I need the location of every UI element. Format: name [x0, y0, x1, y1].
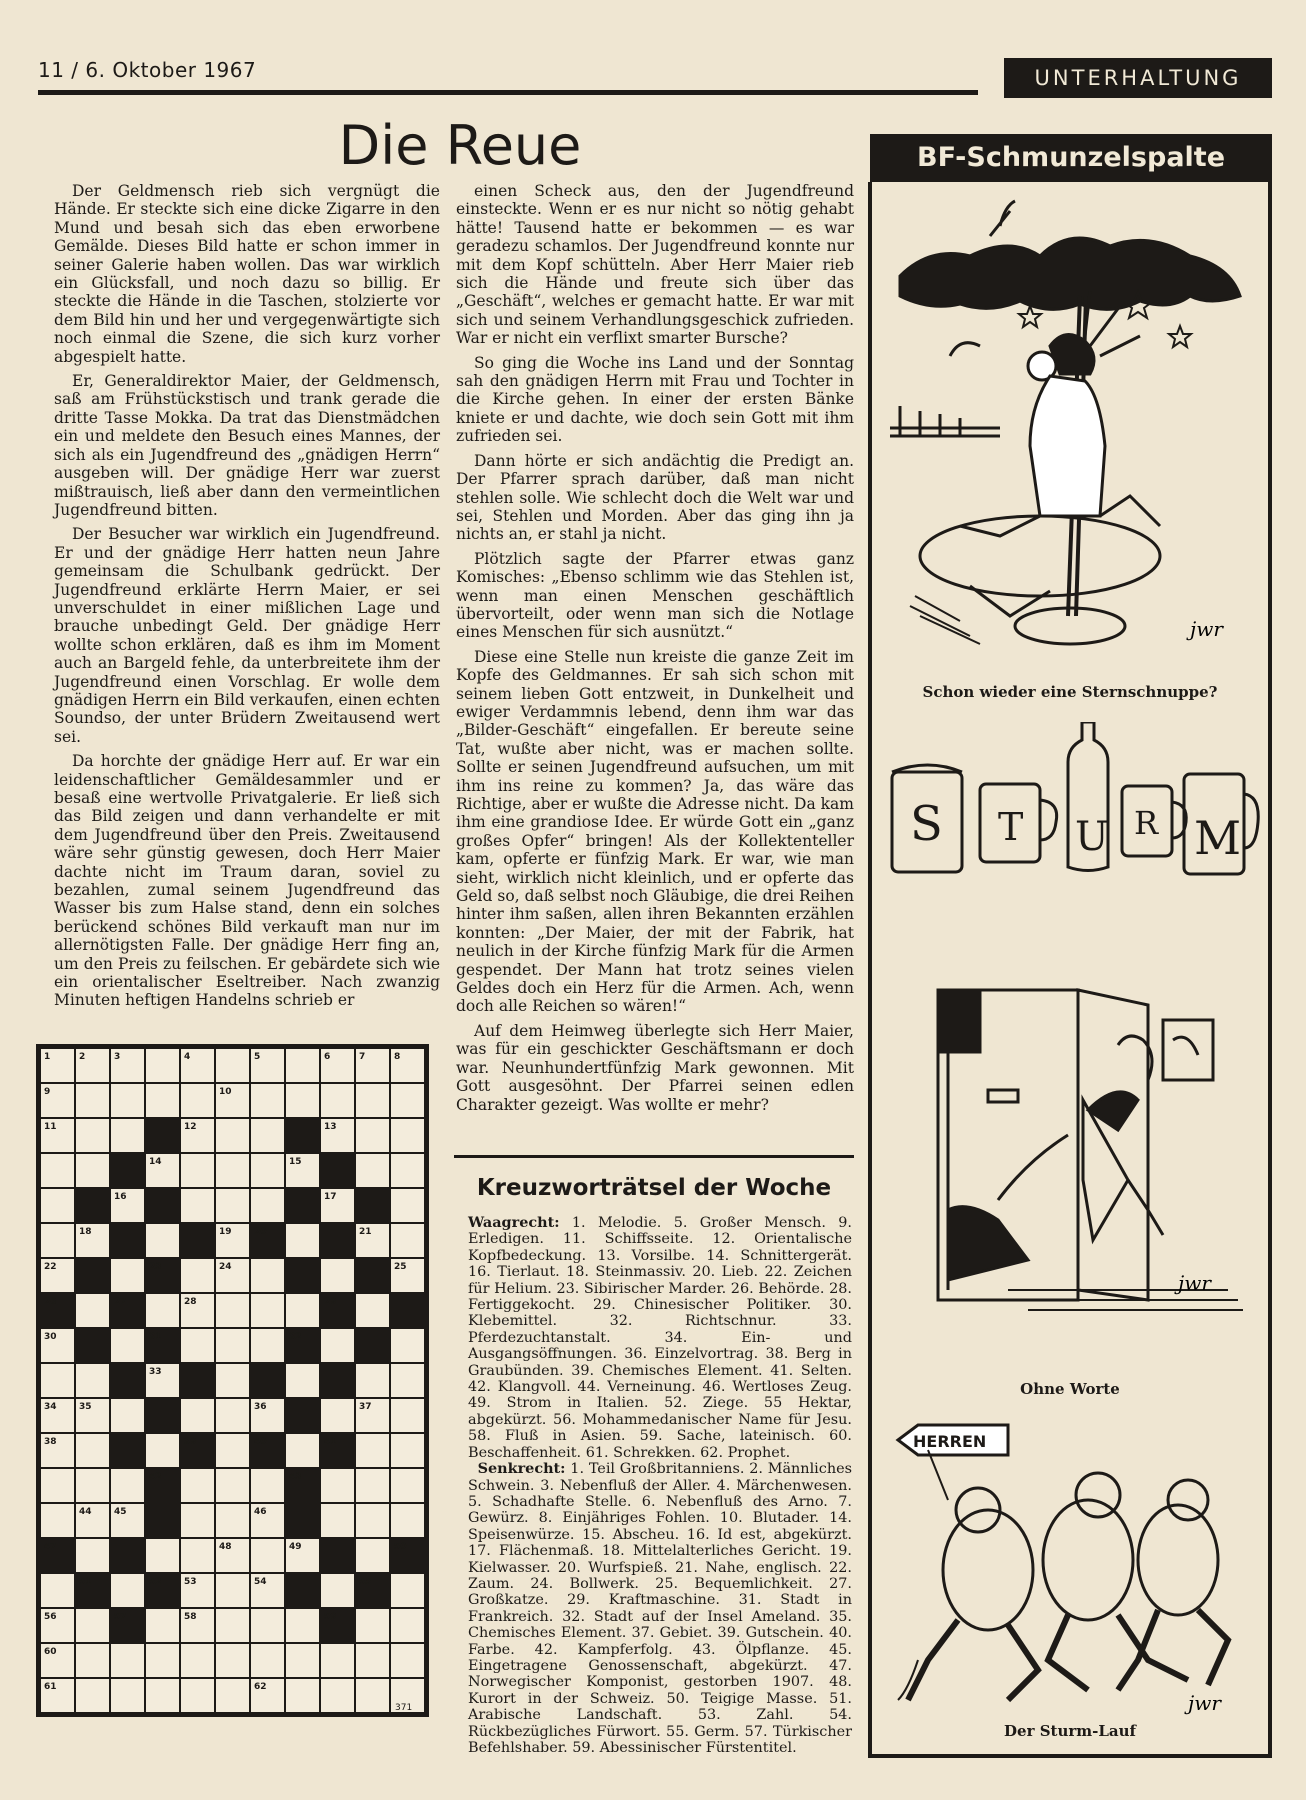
grid-cell[interactable] — [321, 1504, 354, 1537]
clues-down — [468, 1461, 852, 1756]
grid-clue-number: 28 — [184, 1297, 197, 1307]
grid-block-cell — [146, 1504, 179, 1537]
crossword-grid-svg — [36, 1044, 436, 1764]
grid-cell[interactable] — [76, 1119, 109, 1152]
grid-clue-number: 60 — [44, 1647, 57, 1657]
grid-block-cell — [286, 1189, 319, 1222]
grid-clue-number: 50 — [394, 1542, 407, 1552]
grid-cell[interactable] — [286, 1049, 319, 1082]
grid-cell[interactable] — [181, 1329, 214, 1362]
grid-clue-number: 10 — [219, 1087, 232, 1097]
grid-cell[interactable] — [251, 1329, 284, 1362]
grid-cell[interactable] — [216, 1329, 249, 1362]
grid-cell[interactable] — [216, 1609, 249, 1642]
grid-cell[interactable] — [41, 1504, 74, 1537]
print-code: 371 — [395, 1703, 413, 1713]
grid-cell[interactable] — [391, 1399, 424, 1432]
grid-cell[interactable] — [251, 1469, 284, 1502]
crossword-clues — [468, 1215, 852, 1756]
grid-block-cell — [286, 1504, 319, 1537]
grid-block-cell — [391, 1294, 424, 1327]
grid-clue-number: 62 — [254, 1682, 267, 1692]
grid-cell[interactable] — [146, 1434, 179, 1467]
across-clues: 1. Melodie. 5. Großer Mensch. 9. Erledigen. 11. Schiffsseite. 12. Orientalische Kopfbedeckung. 13. Vorsilbe. 14. Schnittergerät. 16. Tierlaut. 18. Steinmassiv. 20. Lieb. 22. Zeichen für Helium. 23. Sibirischer Marder. 26. Behörde. 28. Fertiggekocht. 29. Chinesischer Politiker. 30. Klebemittel. 32. Richtschnur. 33. Pferdezuchtanstalt. 34. Ein- und Ausgangsöffnungen. 36. Einzelvortrag. 38. Berg in Graubünden. 39. Chemisches Element. 41. Selten. 42. Klangvoll. 44. Verneinung. 46. Wertloses Zeug. 49. Strom in Italien. 52. Ziege. 55 Hektar, abgekürzt. 56. Mohammedanischer Name für Jesu. 58. Fluß in Asien. 59. Sache, lateinisch. 60. Beschaffenheit. 61. Schrekken. 62. Prophet. — [468, 1215, 853, 1461]
grid-cell[interactable] — [216, 1504, 249, 1537]
grid-cell[interactable] — [356, 1294, 389, 1327]
grid-block-cell — [76, 1189, 109, 1222]
grid-cell[interactable] — [356, 1154, 389, 1187]
grid-block-cell — [76, 1259, 109, 1292]
grid-cell[interactable] — [251, 1294, 284, 1327]
grid-clue-number: 30 — [44, 1332, 57, 1342]
grid-cell[interactable] — [181, 1259, 214, 1292]
paragraph: So ging die Woche ins Land und der Sonntag sah den gnädigen Herrn mit Frau und Tochter in die Kirche gehen. In einer der ersten Bänke kniete er und dachte, wie doch sein Gott mit ihm zufrieden sei. — [456, 353, 854, 446]
grid-cell[interactable] — [391, 1434, 424, 1467]
grid-cell[interactable] — [251, 1154, 284, 1187]
grid-block-cell — [111, 1364, 144, 1397]
grid-cell[interactable] — [321, 1399, 354, 1432]
clues-across — [468, 1215, 852, 1461]
grid-block-cell — [111, 1224, 144, 1257]
mug-letter: U — [1075, 814, 1109, 860]
grid-clue-number: 55 — [359, 1577, 372, 1587]
paragraph: Diese eine Stelle nun kreiste die ganze Zeit im Kopfe des Geldmannes. Er sah sich schon mit seinem lieben Gott entzweit, in Dunkelheit und ewiger Verdammnis lebend, denn ihm war das „Bilder-Geschäft“ eingefallen. Er bereute seine Tat, wußte aber nicht, was er machen sollte. Sollte er seinen Jugendfreund aufsuchen, um mit ihm ins reine zu kommen? Ja, das wäre das Richtige, aber er wußte die Adresse nicht. Da kam ihm eine grandiose Idee. Er würde Gott ein „ganz großes Opfer“ bringen! Als der Kollektenteller kam, opferte er fünfzig Mark. Er war, wie man sieht, wirklich nicht kleinlich, und er opferte das Geld so, daß selbst noch Gläubige, die drei Reihen hinter ihm saßen, allen ihren Bekannten erzählen konnten: „Der Maier, der mit der Fabrik, hat neulich in der Kirche fünfzig Mark für die Armen gespendet. Der Mann hat trotz seines vielen Geldes doch ein Herz für die Armen. Ach, wenn doch alle Reichen so wären!“ — [456, 647, 854, 1016]
down-clues: 1. Teil Großbritanniens. 2. Männliches Schwein. 3. Nebenfluß der Aller. 4. Märchenwesen. 5. Schadhafte Stelle. 6. Nebenfluß des Arno. 7. Gewürz. 8. Einjähriges Fohlen. 10. Blutader. 14. Speisenwürze. 15. Abscheu. 16. Id est, abgekürzt. 17. Flächenmaß. 18. Mittelalterliches Gericht. 19. Kielwasser. 20. Wurfspieß. 21. Nahe, englisch. 22. Zaum. 24. Bollwerk. 25. Bequemlichkeit. 27. Großkatze. 29. Kraftmaschine. 31. Stadt in Frankreich. 32. Stadt auf der Insel Ameland. 35. Chemisches Element. 37. Gebiet. 39. Gutschein. 40. Farbe. 42. Kampferfolg. 43. Ölpflanze. 45. Eingetragene Genossenschaft, abgekürzt. 47. Norwegischer Komponist, gestorben 1907. 48. Kurort in der Schweiz. 50. Teigige Masse. 51. Arabische Landschaft. 53. Zahl. 54. Rückbezügliches Fürwort. 55. Germ. 57. Türkischer Befehlshaber. 59. Abessinischer Fürstentitel. — [468, 1461, 852, 1756]
grid-cell[interactable] — [181, 1189, 214, 1222]
grid-block-cell — [321, 1539, 354, 1572]
grid-cell[interactable] — [321, 1329, 354, 1362]
grid-clue-number: 57 — [114, 1612, 127, 1622]
sidebar-title: BF-Schmunzelspalte — [870, 134, 1272, 182]
grid-clue-number: 38 — [44, 1437, 57, 1447]
cartoon-tree-man-illustration — [890, 196, 1250, 656]
grid-cell[interactable] — [391, 1224, 424, 1257]
grid-cell[interactable] — [391, 1609, 424, 1642]
grid-cell[interactable] — [286, 1434, 319, 1467]
grid-clue-number: 52 — [149, 1577, 162, 1587]
grid-clue-number: 2 — [79, 1052, 86, 1062]
grid-cell[interactable] — [286, 1644, 319, 1677]
grid-clue-number: 15 — [289, 1157, 302, 1167]
grid-cell[interactable] — [146, 1049, 179, 1082]
grid-cell[interactable] — [251, 1259, 284, 1292]
grid-cell[interactable] — [356, 1644, 389, 1677]
grid-clue-number: 29 — [324, 1297, 337, 1307]
grid-clue-number: 53 — [184, 1577, 197, 1587]
grid-cell[interactable] — [76, 1679, 109, 1712]
grid-cell[interactable] — [251, 1609, 284, 1642]
grid-cell[interactable] — [181, 1469, 214, 1502]
grid-cell[interactable] — [286, 1084, 319, 1117]
grid-clue-number: 21 — [359, 1227, 372, 1237]
grid-cell[interactable] — [181, 1399, 214, 1432]
grid-block-cell — [321, 1224, 354, 1257]
grid-block-cell — [181, 1364, 214, 1397]
grid-cell[interactable] — [181, 1679, 214, 1712]
grid-cell[interactable] — [111, 1329, 144, 1362]
grid-block-cell — [146, 1119, 179, 1152]
grid-clue-number: 42 — [149, 1472, 162, 1482]
article-column-2 — [456, 182, 854, 1120]
grid-cell[interactable] — [216, 1049, 249, 1082]
grid-block-cell — [286, 1119, 319, 1152]
grid-clue-number: 17 — [324, 1192, 337, 1202]
grid-cell[interactable] — [111, 1644, 144, 1677]
grid-cell[interactable] — [76, 1434, 109, 1467]
grid-cell[interactable] — [356, 1679, 389, 1712]
grid-cell[interactable] — [321, 1574, 354, 1607]
mug-letter: S — [910, 796, 943, 852]
cartoon-shooting-star — [890, 196, 1250, 656]
grid-clue-number: 47 — [44, 1542, 57, 1552]
grid-cell[interactable] — [321, 1469, 354, 1502]
grid-cell[interactable] — [321, 1644, 354, 1677]
grid-cell[interactable] — [391, 1364, 424, 1397]
paragraph: einen Scheck aus, den der Jugendfreund einsteckte. Wenn er es nur nicht so nötig gehabt hätte! Tausend hatte er bekommen — es war geradezu schamlos. Der Jugendfreund konnte nur mit dem Kopf schütteln. Aber Herr Maier rieb sich die Hände und freute sich über das „Geschäft“, welches er gemacht hatte. Er war mit sich und seinem Verhandlungsgeschick zufrieden. War er nicht ein verflixt smarter Bursche? — [456, 182, 854, 348]
cartoon-caption: Ohne Worte — [1020, 1380, 1120, 1398]
grid-block-cell — [321, 1154, 354, 1187]
grid-cell[interactable] — [111, 1084, 144, 1117]
grid-cell[interactable] — [146, 1644, 179, 1677]
grid-cell[interactable] — [216, 1119, 249, 1152]
grid-cell[interactable] — [216, 1679, 249, 1712]
grid-cell[interactable] — [146, 1084, 179, 1117]
grid-clue-number: 40 — [254, 1437, 267, 1447]
mugs-illustration — [888, 722, 1260, 882]
grid-cell[interactable] — [216, 1154, 249, 1187]
grid-cell[interactable] — [286, 1679, 319, 1712]
grid-cell[interactable] — [41, 1224, 74, 1257]
grid-cell[interactable] — [216, 1644, 249, 1677]
grid-cell[interactable] — [391, 1504, 424, 1537]
paragraph: Plötzlich sagte der Pfarrer etwas ganz Komisches: „Ebenso schlimm wie das Stehlen ist, wenn man einen Menschen geschäftlich übervorteilt, oder wenn man sich die Notlage eines Menschen für sich ausnützt.“ — [456, 549, 854, 642]
grid-clue-number: 59 — [324, 1612, 337, 1622]
crossword-grid — [36, 1044, 436, 1764]
cartoon-caption: Schon wieder eine Sternschnuppe? — [922, 683, 1218, 701]
grid-cell[interactable] — [216, 1189, 249, 1222]
header-rule — [38, 90, 978, 95]
grid-clue-number: 23 — [149, 1262, 162, 1272]
grid-clue-number: 22 — [44, 1262, 57, 1272]
grid-clue-number: 31 — [149, 1332, 162, 1342]
grid-clue-number: 43 — [289, 1472, 302, 1482]
grid-cell[interactable] — [391, 1469, 424, 1502]
grid-cell[interactable] — [356, 1084, 389, 1117]
crossword-rule — [454, 1155, 854, 1158]
grid-clue-number: 36 — [254, 1402, 267, 1412]
grid-cell[interactable] — [181, 1154, 214, 1187]
grid-cell[interactable] — [146, 1609, 179, 1642]
grid-cell[interactable] — [216, 1294, 249, 1327]
paragraph: Dann hörte er sich andächtig die Predigt an. Der Pfarrer sprach darüber, daß man nicht stehlen solle. Wie schlecht doch die Welt war und sei, Stehlen und Morden. Aber das ging ihn ja nichts an, er stahl ja nicht. — [456, 451, 854, 544]
grid-clue-number: 20 — [254, 1227, 267, 1237]
grid-clue-number: 18 — [79, 1227, 92, 1237]
grid-clue-number: 58 — [184, 1612, 197, 1622]
grid-cell[interactable] — [111, 1399, 144, 1432]
grid-cell[interactable] — [76, 1294, 109, 1327]
grid-block-cell — [321, 1364, 354, 1397]
paragraph: Er, Generaldirektor Maier, der Geldmensch, saß am Frühstückstisch und trank gerade die dritte Tasse Mokka. Da trat das Dienstmädchen ein und meldete den Besuch eines Mannes, der sich als ein Jugendfreund des „gnädigen Herrn“ ausgeben will. Der gnädige Herr war zuerst mißtrauisch, ließ aber dann den vermeintlichen Jugendfreund bitten. — [54, 372, 440, 519]
grid-cell[interactable] — [251, 1644, 284, 1677]
grid-cell[interactable] — [76, 1364, 109, 1397]
grid-cell[interactable] — [111, 1469, 144, 1502]
grid-clue-number: 8 — [394, 1052, 401, 1062]
grid-cell[interactable] — [76, 1609, 109, 1642]
grid-clue-number: 5 — [254, 1052, 261, 1062]
grid-block-cell — [356, 1259, 389, 1292]
grid-cell[interactable] — [356, 1469, 389, 1502]
grid-clue-number: 51 — [79, 1577, 92, 1587]
grid-block-cell — [356, 1329, 389, 1362]
grid-clue-number: 32 — [289, 1332, 302, 1342]
grid-cell[interactable] — [251, 1189, 284, 1222]
cartoon-signature: jwr — [1178, 1271, 1211, 1295]
grid-cell[interactable] — [216, 1364, 249, 1397]
grid-cell[interactable] — [391, 1189, 424, 1222]
grid-cell[interactable] — [391, 1329, 424, 1362]
grid-cell[interactable] — [76, 1469, 109, 1502]
grid-cell[interactable] — [356, 1364, 389, 1397]
grid-clue-number: 25 — [394, 1262, 407, 1272]
grid-cell[interactable] — [216, 1434, 249, 1467]
grid-cell[interactable] — [251, 1119, 284, 1152]
grid-cell[interactable] — [286, 1364, 319, 1397]
grid-cell[interactable] — [146, 1294, 179, 1327]
grid-block-cell — [111, 1154, 144, 1187]
grid-clue-number: 16 — [114, 1192, 127, 1202]
grid-block-cell — [76, 1329, 109, 1362]
grid-clue-number: 45 — [114, 1507, 127, 1517]
grid-clue-number: 41 — [324, 1437, 337, 1447]
grid-cell[interactable] — [216, 1399, 249, 1432]
grid-cell[interactable] — [321, 1084, 354, 1117]
grid-cell[interactable] — [251, 1539, 284, 1572]
grid-block-cell — [286, 1574, 319, 1607]
grid-clue-number: 33 — [149, 1367, 162, 1377]
grid-clue-number: 61 — [44, 1682, 57, 1692]
grid-cell[interactable] — [286, 1224, 319, 1257]
grid-cell[interactable] — [181, 1504, 214, 1537]
grid-cell[interactable] — [356, 1609, 389, 1642]
grid-clue-number: 6 — [324, 1052, 331, 1062]
grid-clue-number: 56 — [44, 1612, 57, 1622]
grid-block-cell — [251, 1364, 284, 1397]
grid-cell[interactable] — [41, 1189, 74, 1222]
grid-cell[interactable] — [391, 1084, 424, 1117]
cartoon-door — [888, 960, 1248, 1320]
grid-cell[interactable] — [321, 1259, 354, 1292]
section-label: UNTERHALTUNG — [1004, 58, 1272, 98]
grid-cell[interactable] — [356, 1119, 389, 1152]
grid-clue-number: 34 — [44, 1402, 57, 1412]
grid-cell[interactable] — [391, 1644, 424, 1677]
grid-clue-number: 1 — [44, 1052, 51, 1062]
mug-letter: R — [1134, 804, 1159, 842]
grid-clue-number: 27 — [114, 1297, 127, 1307]
sign-herren: HERREN — [913, 1432, 987, 1451]
grid-cell[interactable] — [181, 1084, 214, 1117]
down-label: Senkrecht: — [477, 1460, 566, 1478]
grid-cell[interactable] — [181, 1539, 214, 1572]
grid-cell[interactable] — [111, 1259, 144, 1292]
grid-block-cell — [111, 1434, 144, 1467]
grid-cell[interactable] — [356, 1504, 389, 1537]
mug-letter: T — [998, 805, 1024, 849]
article-title: Die Reue — [338, 114, 582, 177]
cartoon-signature: jwr — [1188, 1691, 1221, 1715]
grid-clue-number: 44 — [79, 1507, 92, 1517]
grid-cell[interactable] — [76, 1154, 109, 1187]
grid-cell[interactable] — [391, 1574, 424, 1607]
grid-cell[interactable] — [321, 1679, 354, 1712]
grid-cell[interactable] — [356, 1539, 389, 1572]
mug-letter: M — [1194, 811, 1242, 865]
grid-clue-number: 12 — [184, 1122, 197, 1132]
grid-clue-number: 3 — [114, 1052, 121, 1062]
grid-cell[interactable] — [146, 1679, 179, 1712]
grid-cell[interactable] — [216, 1469, 249, 1502]
cartoon-signature: jwr — [1190, 617, 1223, 641]
grid-clue-number: 9 — [44, 1087, 51, 1097]
cartoon-sturm-mugs — [888, 722, 1260, 882]
paragraph: Der Besucher war wirklich ein Jugendfreund. Er und der gnädige Herr hatten neun Jahre gemeinsam die Schulbank gedrückt. Der Jugendfreund erklärte Herrn Maier, er sei unverschuldet in einer mißlichen Lage und brauche unbedingt Geld. Der gnädige Herr wollte schon erklären, daß es ihm im Moment auch an Bargeld fehle, da unterbreitete ihm der Jugendfreund einen Vorschlag. Er wolle dem gnädigen Herrn ein Bild verkaufen, einen echten Soundso, der unter Brüdern Zweitausend wert sei. — [54, 525, 440, 746]
grid-block-cell — [286, 1399, 319, 1432]
grid-clue-number: 19 — [219, 1227, 232, 1237]
cartoon-sturm-lauf — [888, 1420, 1250, 1720]
grid-block-cell — [356, 1189, 389, 1222]
grid-block-cell — [286, 1259, 319, 1292]
grid-clue-number: 14 — [149, 1157, 162, 1167]
grid-cell[interactable] — [286, 1294, 319, 1327]
grid-clue-number: 35 — [79, 1402, 92, 1412]
grid-clue-number: 49 — [289, 1542, 302, 1552]
article-column-1 — [54, 182, 440, 1016]
across-label: Waagrecht: — [468, 1214, 560, 1231]
grid-cell[interactable] — [111, 1574, 144, 1607]
grid-cell[interactable] — [76, 1084, 109, 1117]
grid-block-cell — [146, 1399, 179, 1432]
paragraph: Da horchte der gnädige Herr auf. Er war ein leidenschaftlicher Gemäldesammler und er besaß eine wertvolle Privatgalerie. Er ließ sich das Bild zeigen und dann verhandelte er mit dem Jugendfreund über den Preis. Zweitausend wäre sehr günstig gewesen, doch Herr Maier dachte nicht im Traum daran, soviel zu bezahlen, zumal seinem Jugendfreund das Wasser bis zum Halse stand, denn ein solches berückend schönes Bild verkauft man nur im allernötigsten Falle. Der gnädige Herr fing an, um den Preis zu feilschen. Er gebärdete sich wie ein orientalischer Eseltreiber. Nach zwanzig Minuten heftigen Handelns schrieb er — [54, 752, 440, 1010]
grid-cell[interactable] — [76, 1539, 109, 1572]
grid-cell[interactable] — [76, 1644, 109, 1677]
crossword-title: Kreuzworträtsel der Woche — [476, 1175, 832, 1201]
grid-cell[interactable] — [216, 1574, 249, 1607]
grid-cell[interactable] — [391, 1119, 424, 1152]
paragraph: Auf dem Heimweg überlegte sich Herr Maier, was für ein geschickter Geschäftsmann er doch war. Neunhundertfünfzig Mark gewonnen. Mit Gott ausgesöhnt. Der Pfarrei seinen edlen Charakter gezeigt. Was wollte er mehr? — [456, 1021, 854, 1114]
grid-cell[interactable] — [391, 1154, 424, 1187]
grid-clue-number: 13 — [324, 1122, 337, 1132]
paragraph: Der Geldmensch rieb sich vergnügt die Hände. Er steckte sich eine dicke Zigarre in den Mund und besah sich das eben erworbene Gemälde. Dieses Bild hatte er schon immer in seiner Galerie haben wollen. Das war wirklich ein Glücksfall, und noch dazu so billig. Er steckte die Hände in die Taschen, stolzierte vor dem Bild hin und her und vergegenwärtigte sich noch einmal die Szene, die sich kurz vorher abgespielt hatte. — [54, 182, 440, 366]
grid-cell[interactable] — [41, 1574, 74, 1607]
grid-clue-number: 54 — [254, 1577, 267, 1587]
grid-cell[interactable] — [286, 1609, 319, 1642]
page-number-date: 11 / 6. Oktober 1967 — [38, 58, 257, 82]
grid-cell[interactable] — [41, 1364, 74, 1397]
door-scene-illustration — [888, 960, 1248, 1320]
grid-clue-number: 24 — [219, 1262, 232, 1272]
grid-cell[interactable] — [356, 1434, 389, 1467]
grid-clue-number: 39 — [184, 1437, 197, 1447]
grid-clue-number: 26 — [44, 1297, 57, 1307]
grid-cell[interactable] — [111, 1679, 144, 1712]
grid-cell[interactable] — [251, 1084, 284, 1117]
grid-cell[interactable] — [111, 1119, 144, 1152]
grid-cell[interactable] — [41, 1469, 74, 1502]
grid-cell[interactable] — [146, 1539, 179, 1572]
grid-cell[interactable] — [181, 1644, 214, 1677]
grid-block-cell — [181, 1224, 214, 1257]
grid-clue-number: 37 — [359, 1402, 372, 1412]
grid-cell[interactable] — [146, 1224, 179, 1257]
grid-clue-number: 48 — [219, 1542, 232, 1552]
grid-clue-number: 46 — [254, 1507, 267, 1517]
grid-block-cell — [111, 1539, 144, 1572]
running-men-illustration — [888, 1420, 1250, 1720]
cartoon-caption: Der Sturm-Lauf — [1004, 1722, 1136, 1740]
grid-clue-number: 11 — [44, 1122, 57, 1132]
grid-block-cell — [146, 1189, 179, 1222]
grid-clue-number: 4 — [184, 1052, 191, 1062]
grid-clue-number: 7 — [359, 1052, 366, 1062]
grid-cell[interactable] — [41, 1154, 74, 1187]
